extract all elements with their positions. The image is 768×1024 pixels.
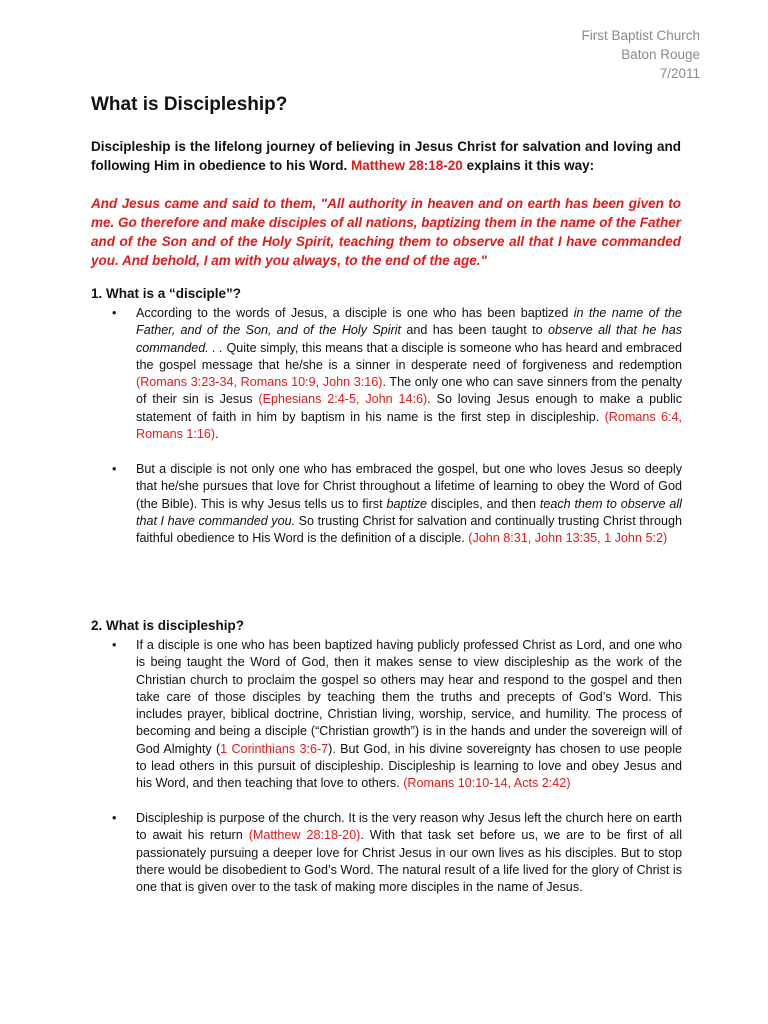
bullet-text: Discipleship is purpose of the church. It is the very reason why Jesus left the church here on earth to await his return (Matthew 28:18-20). With that task set before us, we are to be first of all passionately pursuing a deeper love for Christ Jesus in our own lives as his disciples. But to stop there would be disobedient to God’s Word. The natural result of a life lived for the glory of Christ is one that is given over to the task of making more disciples in the name of Jesus. [136,811,682,895]
bullet-dot: • [112,811,117,825]
scripture-quote: And Jesus came and said to them, "All authority in heaven and on earth has been given to me. Go therefore and make disciples of all nations, baptizing them in the name of the Father and of the Son and of the Holy Spirit, teaching them to observe all that I have commanded you. And behold, I am with you always, to the end of the age." [91,196,681,268]
scripture-reference: (Romans 6:4, Romans 1:16) [136,409,682,442]
bullet-discipleship-2 [112,810,682,896]
header-block [581,26,700,83]
intro-text-end: explains it this way: [462,158,595,173]
scripture-reference: (Romans 10:10-14, Acts 2:42) [403,776,571,791]
scripture-reference: (Romans 3:23-34, Romans 10:9, John 3:16) [136,375,383,390]
intro-reference: Matthew 28:18-20 [351,158,463,173]
scripture-reference: 1 Corinthians 3:6-7 [220,741,329,756]
intro-paragraph [91,137,681,175]
church-name: First Baptist Church [581,28,700,43]
church-city: Baton Rouge [621,47,700,62]
bullet-text: According to the words of Jesus, a disciple is one who has been baptized in the name of the Father, and of the Son, and of the Holy Spirit and has been taught to observe all that he has commanded. . . Quite simply, this means that a disciple is someone who has heard and embraced the gospel message that he/she is a sinner in desperate need of forgiveness and redemption (Romans 3:23-34, Romans 10:9, John 3:16). The only one who can save sinners from the penalty of their sin is Jesus (Ephesians 2:4-5, John 14:6). So loving Jesus enough to make a public statement of faith in him by baptism in his name is the first step in discipleship. (Romans 6:4, Romans 1:16). [136,306,683,442]
scripture-reference: (Ephesians 2:4-5, John 14:6) [258,392,428,407]
bullet-dot: • [112,306,117,320]
intro-text: Discipleship is the lifelong journey of believing in Jesus Christ for salvation and loving and following Him in obedience to his Word. [91,139,681,173]
bullet-disciple-1 [112,305,682,443]
bullet-discipleship-1 [112,637,682,793]
bullet-disciple-2 [112,461,682,547]
page-title: What is Discipleship? [91,94,288,115]
scripture-reference: (Matthew 28:18-20) [248,828,361,843]
bullet-dot: • [112,462,117,476]
section-heading-discipleship: 2. What is discipleship? [91,618,245,633]
bullet-dot: • [112,638,117,652]
scripture-reference: (John 8:31, John 13:35, 1 John 5:2) [468,531,668,546]
bullet-text: But a disciple is not only one who has embraced the gospel, but one who loves Jesus so deeply that he/she pursues that love for Christ throughout a lifetime of learning to obey the Word of God (the Bible). This is why Jesus tells us to first baptize disciples, and then teach them to observe all that I have commanded you. So trusting Christ for salvation and continually trusting Christ through faithful obedience to His Word is the definition of a disciple. (John 8:31, John 13:35, 1 John 5:2) [136,462,682,546]
bullet-text: If a disciple is one who has been baptized having publicly professed Christ as Lord, and one who is being taught the Word of God, then it makes sense to view discipleship as the work of the Christian church to proclaim the gospel so others may hear and respond to the gospel and then take care of those disciples by teaching them the truths and precepts of God’s Word. This includes prayer, biblical doctrine, Christian living, worship, service, and humility. The process of becoming and being a disciple (“Christian growth”) is in the hands and under the sovereign will of God Almighty (1 Corinthians 3:6-7). But God, in his divine sovereignty has chosen to use people to lead others in this pursuit of discipleship. Discipleship is learning to love and obey Jesus and his Word, and then teaching that love to others. (Romans 10:10-14, Acts 2:42) [136,638,682,791]
section-heading-disciple: 1. What is a “disciple”? [91,286,242,301]
document-date: 7/2011 [659,66,700,81]
